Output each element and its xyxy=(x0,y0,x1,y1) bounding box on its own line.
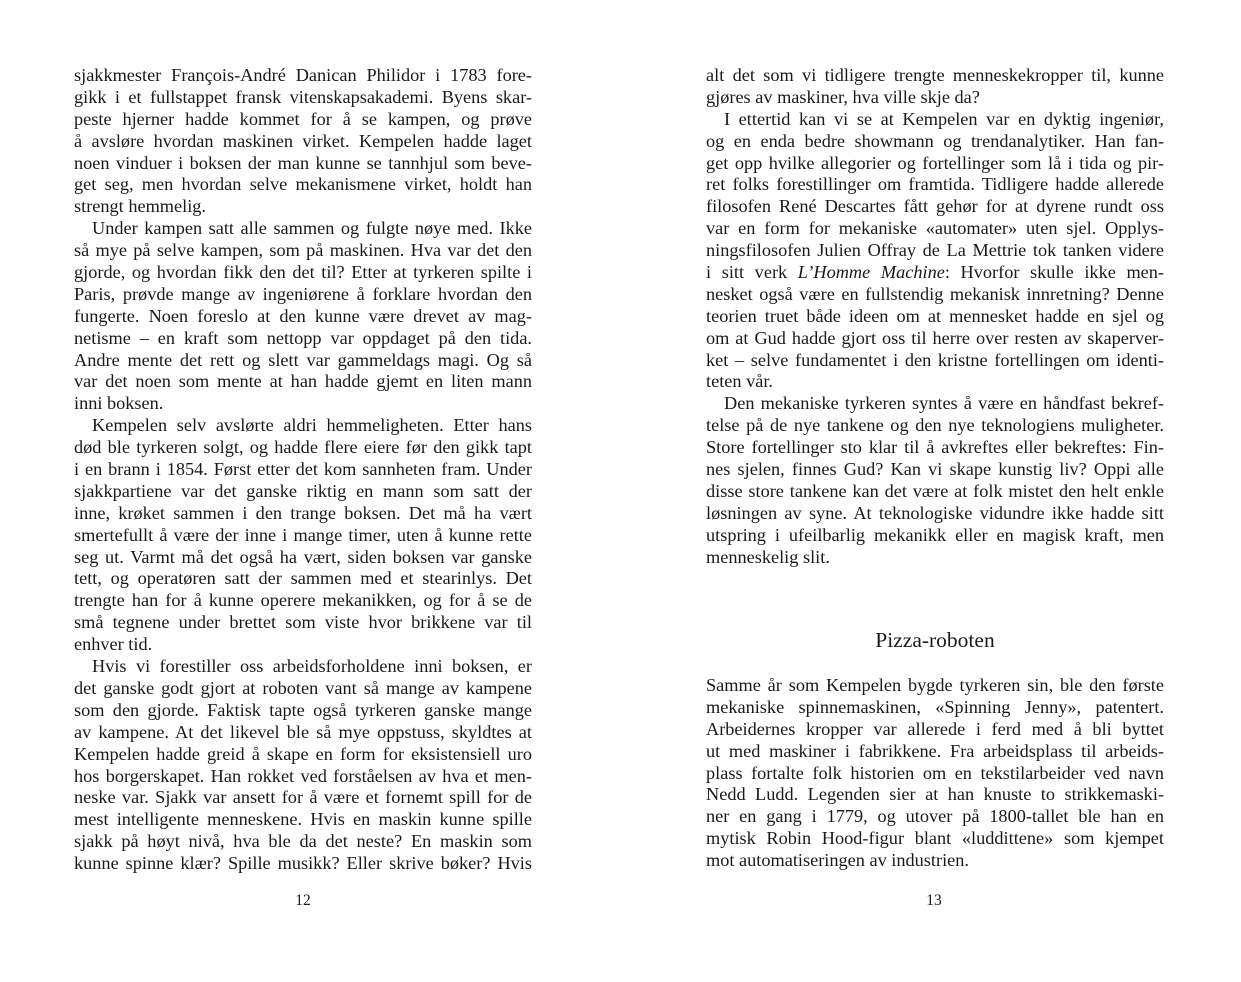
text-line: i en brann i 1854. Først etter det kom sannheten fram. Under xyxy=(74,459,532,480)
left-page-number: 12 xyxy=(295,892,311,909)
text-line: teorien truet både ideen om at mennesket hadde en sjel og xyxy=(706,305,1164,326)
text-line: Nedd Ludd. Legenden sier at han knuste to strikkemaski- xyxy=(706,784,1164,805)
text-line: ner en gang i 1779, og utover på 1800-tallet ble han en xyxy=(706,806,1164,827)
text-line: Paris, prøvde mange av ingeniørene å forklare hvordan den xyxy=(74,283,532,304)
text-line: død ble tyrkeren solgt, og hadde flere eiere før den gikk tapt xyxy=(74,437,532,458)
left-page-body-text xyxy=(74,65,532,875)
text-line: alt det som vi tidligere trengte menneskekropper til, kunne xyxy=(706,65,1164,85)
text-line: var det noen som mente at han hadde gjemt en liten mann xyxy=(74,371,532,392)
text-line: trengte han for å kunne operere mekanikken, og for å se de xyxy=(74,590,532,611)
text-line: peste hjerner hadde kommet for å se kampen, og prøve xyxy=(74,108,532,129)
text-line: i sitt verk L’Homme Machine: Hvorfor skulle ikke men- xyxy=(706,262,1165,283)
text-line: tett, og operatøren satt der sammen med et stearinlys. Det xyxy=(74,568,532,589)
text-line: sjakk på høyt nivå, hva ble da det neste? En maskin som xyxy=(74,831,532,852)
section-heading: Pizza-roboten xyxy=(875,628,995,652)
text-line: get seg, men hvordan selve mekanismene virket, holdt han xyxy=(74,174,532,195)
text-line: neske var. Sjakk var ansett for å være et fornemt spill for de xyxy=(74,787,532,808)
text-line: gikk i et fullstappet fransk vitenskapsakademi. Byens skar- xyxy=(74,86,532,107)
text-line: gjøres av maskiner, hva ville skje da? xyxy=(706,86,980,107)
text-line: og en enda bedre showmann og trendanalytiker. Han fan- xyxy=(706,130,1164,151)
text-line: Den mekaniske tyrkeren syntes å være en håndfast bekref- xyxy=(724,393,1164,414)
text-line: seg ut. Varmt må det også ha vært, siden boksen var ganske xyxy=(74,546,532,567)
text-line: av kampene. At det likevel ble så mye oppstuss, skyldtes at xyxy=(74,721,532,742)
text-line: fungerte. Noen foreslo at den kunne være drevet av mag- xyxy=(74,305,532,326)
text-line: enhver tid. xyxy=(74,634,153,655)
text-line: noen vinduer i boksen der man kunne se tannhjul som beve- xyxy=(74,152,532,173)
text-line: inne, krøket sammen i den trange boksen. Det må ha vært xyxy=(74,502,532,523)
text-line: ket – selve fundamentet i den kristne fortellingen om identi- xyxy=(706,349,1164,370)
text-line: strengt hemmelig. xyxy=(74,196,207,217)
text-line: plass fortalte folk historien om en tekstilarbeider ved navn xyxy=(706,762,1164,783)
text-line: gjorde, og hvordan fikk den det til? Etter at tyrkeren spilte i xyxy=(74,262,532,283)
text-line: menneskelig slit. xyxy=(706,546,830,567)
text-line: små tegnene under brettet som viste hvor brikkene var til xyxy=(74,612,532,633)
text-line: ut med maskiner i fabrikkene. Fra arbeidsplass til arbeids- xyxy=(706,740,1164,761)
text-line: netisme – en kraft som nettopp var oppdaget på den tida. xyxy=(74,327,532,348)
book-title-italic: L’Homme Machine xyxy=(797,262,945,283)
text-line: sjakkmester François-André Danican Philidor i 1783 fore- xyxy=(74,65,532,85)
text-line: get opp hvilke allegorier og fortellinger som lå i tida og pir- xyxy=(706,152,1164,173)
text-line: Andre mente det rett og slett var gammeldags magi. Og så xyxy=(74,349,532,370)
text-line: ret folks forestillinger om framtida. Tidligere hadde allerede xyxy=(706,174,1164,195)
text-line: utspring i ufeilbarlig mekanikk eller en magisk kraft, men xyxy=(706,524,1164,545)
text-line: mot automatiseringen av industrien. xyxy=(706,850,969,871)
right-page xyxy=(620,0,1241,982)
text-line: nes sjelen, finnes Gud? Kan vi skape kunstig liv? Oppi alle xyxy=(706,459,1164,480)
text-line: mekaniske spinnemaskinen, «Spinning Jenny», patentert. xyxy=(706,696,1164,717)
text-line: som den gjorde. Faktisk tapte også tyrkeren ganske mange xyxy=(74,699,532,720)
text-line: Samme år som Kempelen bygde tyrkeren sin, ble den første xyxy=(706,675,1164,695)
text-line: smertefullt å være der inne i mange timer, uten å kunne rette xyxy=(74,524,532,545)
text-line: mest intelligente menneskene. Hvis en maskin kunne spille xyxy=(74,809,532,830)
text-line: ningsfilosofen Julien Offray de La Mettrie tok tanken videre xyxy=(706,240,1164,261)
text-line: det ganske godt gjort at roboten vant så mange av kampene xyxy=(74,677,532,698)
section-body-text xyxy=(706,675,1164,872)
text-line: Arbeidernes kropper var allerede i ferd med å bli byttet xyxy=(706,718,1164,739)
text-line: filosofen René Descartes fått gehør for at dyrene rundt oss xyxy=(706,196,1164,217)
text-line: var en form for mekaniske «automater» uten sjel. Opplys- xyxy=(706,218,1164,239)
text-line: kunne spinne klær? Spille musikk? Eller skrive bøker? Hvis xyxy=(74,853,532,874)
right-page-body-text xyxy=(706,65,1164,568)
text-line: telse på de nye tankene og den nye teknologiens muligheter. xyxy=(706,415,1164,436)
text-line: disse store tankene kan det være at folk mistet den helt enkle xyxy=(706,480,1164,501)
text-line: så mye på selve kampen, som på maskinen. Hva var det den xyxy=(74,240,532,261)
text-line: å avsløre hvordan maskinen virket. Kempelen hadde laget xyxy=(74,130,532,151)
text-line: hos borgerskapet. Han rokket ved forståelsen av hva et men- xyxy=(74,765,532,786)
text-line: mytisk Robin Hood-figur blant «luddittene» som kjempet xyxy=(706,828,1164,849)
text-line: Kempelen selv avslørte aldri hemmeligheten. Etter hans xyxy=(92,415,532,436)
text-line: løsningen av syne. At teknologiske vidundre ikke hadde sitt xyxy=(706,502,1164,523)
left-page xyxy=(0,0,620,982)
text-line: Under kampen satt alle sammen og fulgte nøye med. Ikke xyxy=(92,218,532,239)
text-line: Kempelen hadde greid å skape en form for eksistensiell uro xyxy=(74,743,532,764)
text-line: nesket også være en fullstendig mekanisk innretning? Denne xyxy=(706,283,1164,304)
right-page-number: 13 xyxy=(926,892,942,909)
text-line: I ettertid kan vi se at Kempelen var en dyktig ingeniør, xyxy=(724,108,1164,129)
text-line: teten vår. xyxy=(706,371,774,392)
text-line: Store fortellinger sto klar til å avkreftes eller bekreftes: Fin- xyxy=(706,437,1164,458)
text-line: Hvis vi forestiller oss arbeidsforholdene inni boksen, er xyxy=(92,656,532,677)
text-line: sjakkpartiene var det ganske riktig en mann som satt der xyxy=(74,480,532,501)
text-line: om at Gud hadde gjort oss til herre over resten av skaperver- xyxy=(706,327,1164,348)
text-line: inni boksen. xyxy=(74,393,164,414)
